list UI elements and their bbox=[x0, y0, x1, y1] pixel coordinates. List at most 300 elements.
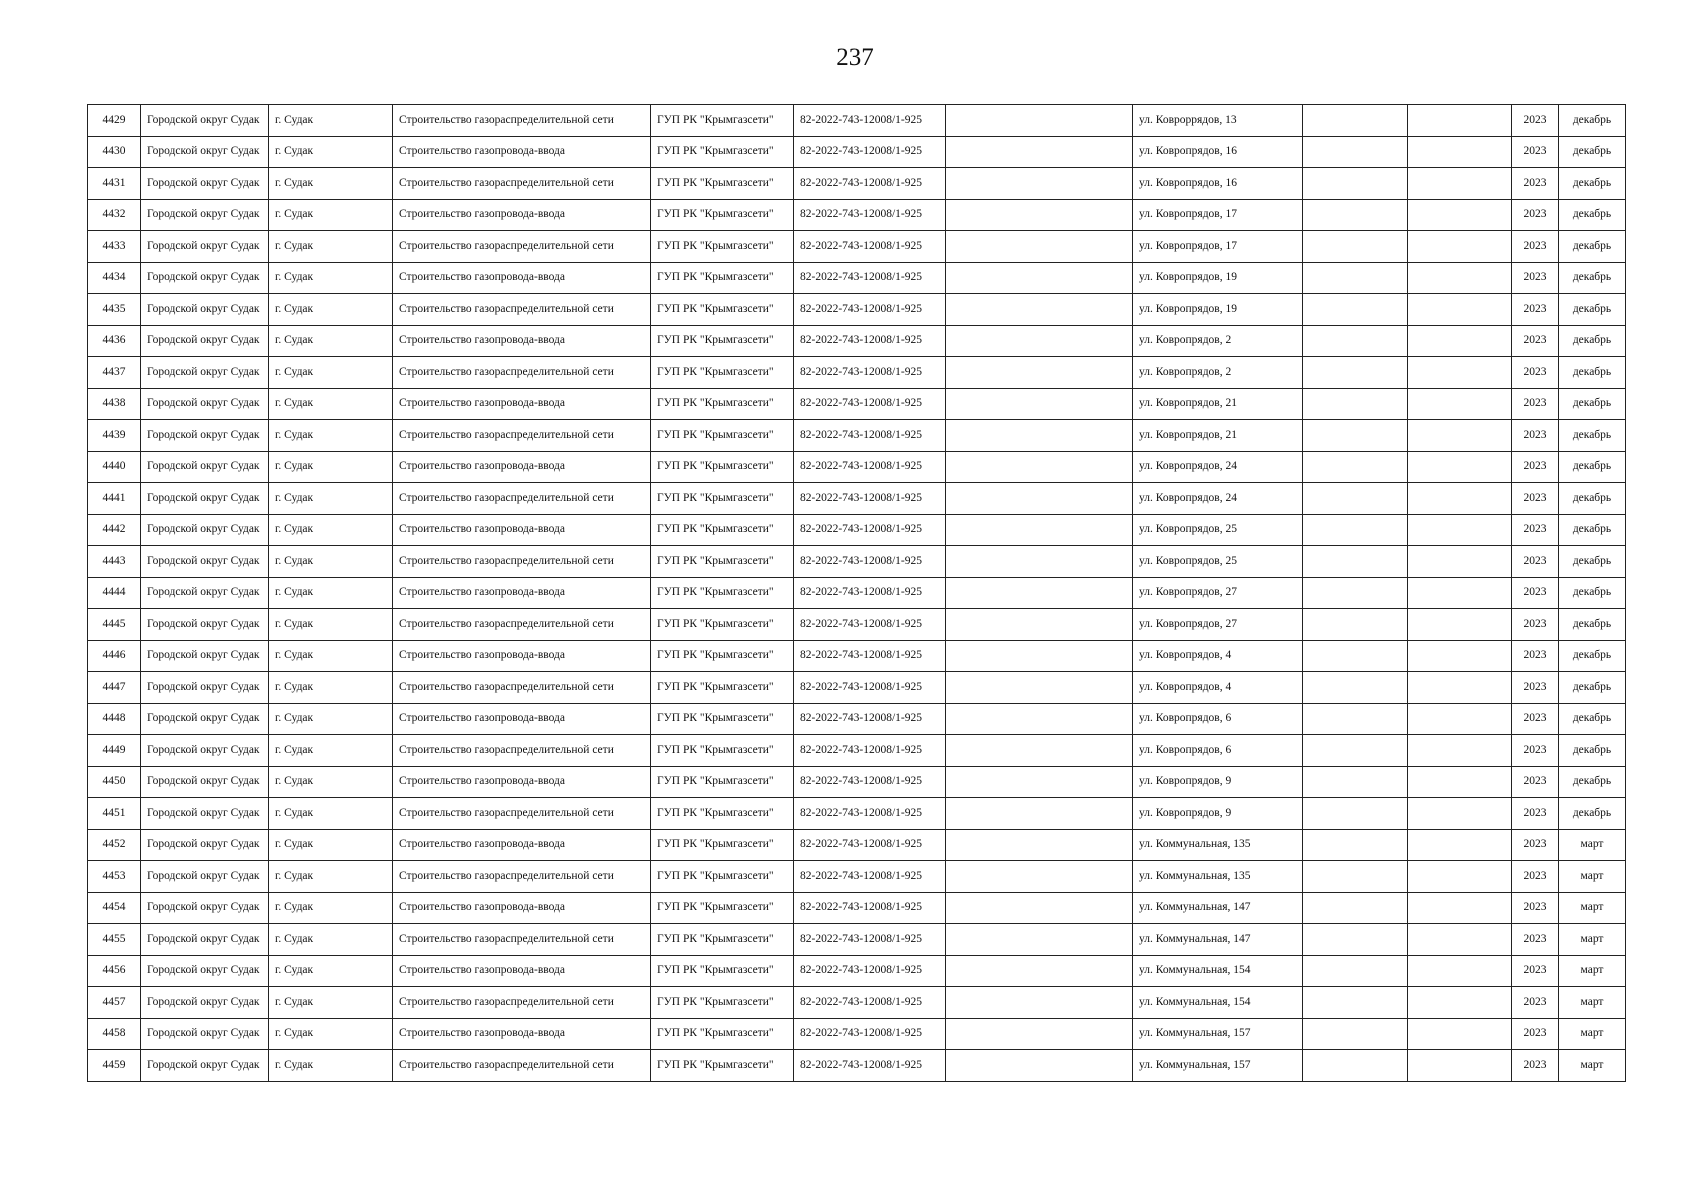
table-row bbox=[88, 483, 1626, 515]
city-cell: г. Судак bbox=[269, 640, 393, 672]
row-number: 4446 bbox=[88, 640, 141, 672]
address-cell: ул. Ковропрядов, 24 bbox=[1133, 483, 1303, 515]
row-number: 4435 bbox=[88, 294, 141, 326]
city-cell: г. Судак bbox=[269, 262, 393, 294]
work-type-cell: Строительство газопровода-ввода bbox=[393, 136, 651, 168]
organization-cell: ГУП РК "Крымгазсети" bbox=[651, 640, 794, 672]
municipality-cell: Городской округ Судак bbox=[141, 168, 269, 200]
organization-cell: ГУП РК "Крымгазсети" bbox=[651, 609, 794, 641]
document-number-cell: 82-2022-743-12008/1-925 bbox=[794, 105, 946, 137]
empty-cell bbox=[1408, 420, 1512, 452]
address-cell: ул. Коммунальная, 154 bbox=[1133, 955, 1303, 987]
document-number-cell: 82-2022-743-12008/1-925 bbox=[794, 325, 946, 357]
month-cell: декабрь bbox=[1559, 483, 1626, 515]
year-cell: 2023 bbox=[1512, 861, 1559, 893]
address-cell: ул. Коммунальная, 147 bbox=[1133, 924, 1303, 956]
month-cell: март bbox=[1559, 1050, 1626, 1082]
year-cell: 2023 bbox=[1512, 640, 1559, 672]
address-cell: ул. Ковропрядов, 2 bbox=[1133, 357, 1303, 389]
empty-cell bbox=[1408, 955, 1512, 987]
empty-cell bbox=[1303, 451, 1408, 483]
work-type-cell: Строительство газопровода-ввода bbox=[393, 451, 651, 483]
empty-cell bbox=[1303, 546, 1408, 578]
month-cell: март bbox=[1559, 829, 1626, 861]
registry-table bbox=[87, 104, 1626, 1082]
city-cell: г. Судак bbox=[269, 388, 393, 420]
table-row bbox=[88, 546, 1626, 578]
municipality-cell: Городской округ Судак bbox=[141, 325, 269, 357]
month-cell: декабрь bbox=[1559, 703, 1626, 735]
work-type-cell: Строительство газораспределительной сети bbox=[393, 609, 651, 641]
document-number-cell: 82-2022-743-12008/1-925 bbox=[794, 231, 946, 263]
work-type-cell: Строительство газораспределительной сети bbox=[393, 357, 651, 389]
work-type-cell: Строительство газопровода-ввода bbox=[393, 199, 651, 231]
municipality-cell: Городской округ Судак bbox=[141, 924, 269, 956]
document-number-cell: 82-2022-743-12008/1-925 bbox=[794, 640, 946, 672]
empty-cell bbox=[946, 640, 1133, 672]
organization-cell: ГУП РК "Крымгазсети" bbox=[651, 735, 794, 767]
municipality-cell: Городской округ Судак bbox=[141, 357, 269, 389]
year-cell: 2023 bbox=[1512, 420, 1559, 452]
row-number: 4449 bbox=[88, 735, 141, 767]
month-cell: декабрь bbox=[1559, 609, 1626, 641]
document-number-cell: 82-2022-743-12008/1-925 bbox=[794, 199, 946, 231]
year-cell: 2023 bbox=[1512, 766, 1559, 798]
month-cell: март bbox=[1559, 955, 1626, 987]
address-cell: ул. Ковропрядов, 21 bbox=[1133, 388, 1303, 420]
municipality-cell: Городской округ Судак bbox=[141, 136, 269, 168]
organization-cell: ГУП РК "Крымгазсети" bbox=[651, 955, 794, 987]
empty-cell bbox=[1408, 388, 1512, 420]
table-row bbox=[88, 420, 1626, 452]
row-number: 4456 bbox=[88, 955, 141, 987]
city-cell: г. Судак bbox=[269, 325, 393, 357]
empty-cell bbox=[1408, 483, 1512, 515]
empty-cell bbox=[1408, 357, 1512, 389]
empty-cell bbox=[1408, 703, 1512, 735]
year-cell: 2023 bbox=[1512, 955, 1559, 987]
empty-cell bbox=[946, 420, 1133, 452]
empty-cell bbox=[1303, 798, 1408, 830]
work-type-cell: Строительство газопровода-ввода bbox=[393, 892, 651, 924]
city-cell: г. Судак bbox=[269, 861, 393, 893]
document-number-cell: 82-2022-743-12008/1-925 bbox=[794, 703, 946, 735]
municipality-cell: Городской округ Судак bbox=[141, 735, 269, 767]
organization-cell: ГУП РК "Крымгазсети" bbox=[651, 924, 794, 956]
address-cell: ул. Ковропрядов, 21 bbox=[1133, 420, 1303, 452]
city-cell: г. Судак bbox=[269, 199, 393, 231]
empty-cell bbox=[1408, 294, 1512, 326]
year-cell: 2023 bbox=[1512, 546, 1559, 578]
address-cell: ул. Коврopрядов, 13 bbox=[1133, 105, 1303, 137]
empty-cell bbox=[946, 546, 1133, 578]
municipality-cell: Городской округ Судак bbox=[141, 1018, 269, 1050]
document-number-cell: 82-2022-743-12008/1-925 bbox=[794, 1018, 946, 1050]
empty-cell bbox=[1303, 735, 1408, 767]
document-number-cell: 82-2022-743-12008/1-925 bbox=[794, 798, 946, 830]
address-cell: ул. Ковропрядов, 4 bbox=[1133, 640, 1303, 672]
empty-cell bbox=[1408, 262, 1512, 294]
empty-cell bbox=[946, 231, 1133, 263]
year-cell: 2023 bbox=[1512, 294, 1559, 326]
table-row bbox=[88, 703, 1626, 735]
year-cell: 2023 bbox=[1512, 798, 1559, 830]
organization-cell: ГУП РК "Крымгазсети" bbox=[651, 766, 794, 798]
city-cell: г. Судак bbox=[269, 483, 393, 515]
municipality-cell: Городской округ Судак bbox=[141, 892, 269, 924]
work-type-cell: Строительство газопровода-ввода bbox=[393, 1018, 651, 1050]
table-row bbox=[88, 451, 1626, 483]
municipality-cell: Городской округ Судак bbox=[141, 1050, 269, 1082]
empty-cell bbox=[1303, 168, 1408, 200]
city-cell: г. Судак bbox=[269, 514, 393, 546]
row-number: 4457 bbox=[88, 987, 141, 1019]
empty-cell bbox=[1303, 766, 1408, 798]
year-cell: 2023 bbox=[1512, 924, 1559, 956]
empty-cell bbox=[1303, 955, 1408, 987]
city-cell: г. Судак bbox=[269, 105, 393, 137]
organization-cell: ГУП РК "Крымгазсети" bbox=[651, 451, 794, 483]
year-cell: 2023 bbox=[1512, 577, 1559, 609]
empty-cell bbox=[1408, 892, 1512, 924]
year-cell: 2023 bbox=[1512, 987, 1559, 1019]
empty-cell bbox=[1408, 640, 1512, 672]
organization-cell: ГУП РК "Крымгазсети" bbox=[651, 987, 794, 1019]
table-row bbox=[88, 262, 1626, 294]
empty-cell bbox=[946, 514, 1133, 546]
empty-cell bbox=[946, 1050, 1133, 1082]
municipality-cell: Городской округ Судак bbox=[141, 420, 269, 452]
address-cell: ул. Ковропрядов, 27 bbox=[1133, 609, 1303, 641]
table-row bbox=[88, 1050, 1626, 1082]
row-number: 4441 bbox=[88, 483, 141, 515]
address-cell: ул. Ковропрядов, 19 bbox=[1133, 262, 1303, 294]
row-number: 4453 bbox=[88, 861, 141, 893]
empty-cell bbox=[946, 892, 1133, 924]
empty-cell bbox=[1303, 640, 1408, 672]
month-cell: декабрь bbox=[1559, 262, 1626, 294]
row-number: 4447 bbox=[88, 672, 141, 704]
municipality-cell: Городской округ Судак bbox=[141, 987, 269, 1019]
work-type-cell: Строительство газопровода-ввода bbox=[393, 766, 651, 798]
empty-cell bbox=[1303, 829, 1408, 861]
organization-cell: ГУП РК "Крымгазсети" bbox=[651, 168, 794, 200]
month-cell: декабрь bbox=[1559, 514, 1626, 546]
empty-cell bbox=[1303, 892, 1408, 924]
document-number-cell: 82-2022-743-12008/1-925 bbox=[794, 892, 946, 924]
municipality-cell: Городской округ Судак bbox=[141, 861, 269, 893]
row-number: 4458 bbox=[88, 1018, 141, 1050]
municipality-cell: Городской округ Судак bbox=[141, 829, 269, 861]
row-number: 4436 bbox=[88, 325, 141, 357]
row-number: 4442 bbox=[88, 514, 141, 546]
organization-cell: ГУП РК "Крымгазсети" bbox=[651, 798, 794, 830]
year-cell: 2023 bbox=[1512, 451, 1559, 483]
work-type-cell: Строительство газопровода-ввода bbox=[393, 829, 651, 861]
month-cell: декабрь bbox=[1559, 231, 1626, 263]
organization-cell: ГУП РК "Крымгазсети" bbox=[651, 357, 794, 389]
work-type-cell: Строительство газораспределительной сети bbox=[393, 672, 651, 704]
year-cell: 2023 bbox=[1512, 1050, 1559, 1082]
row-number: 4450 bbox=[88, 766, 141, 798]
empty-cell bbox=[1303, 609, 1408, 641]
empty-cell bbox=[1303, 136, 1408, 168]
table-row bbox=[88, 735, 1626, 767]
organization-cell: ГУП РК "Крымгазсети" bbox=[651, 672, 794, 704]
empty-cell bbox=[1303, 231, 1408, 263]
address-cell: ул. Ковропрядов, 25 bbox=[1133, 514, 1303, 546]
city-cell: г. Судак bbox=[269, 766, 393, 798]
empty-cell bbox=[1408, 735, 1512, 767]
empty-cell bbox=[946, 703, 1133, 735]
empty-cell bbox=[1303, 577, 1408, 609]
work-type-cell: Строительство газораспределительной сети bbox=[393, 168, 651, 200]
document-number-cell: 82-2022-743-12008/1-925 bbox=[794, 357, 946, 389]
municipality-cell: Городской округ Судак bbox=[141, 483, 269, 515]
table-row bbox=[88, 357, 1626, 389]
year-cell: 2023 bbox=[1512, 829, 1559, 861]
table-row bbox=[88, 105, 1626, 137]
year-cell: 2023 bbox=[1512, 231, 1559, 263]
address-cell: ул. Ковропрядов, 16 bbox=[1133, 136, 1303, 168]
month-cell: декабрь bbox=[1559, 294, 1626, 326]
empty-cell bbox=[946, 1018, 1133, 1050]
table-row bbox=[88, 987, 1626, 1019]
table-row bbox=[88, 861, 1626, 893]
city-cell: г. Судак bbox=[269, 546, 393, 578]
document-number-cell: 82-2022-743-12008/1-925 bbox=[794, 861, 946, 893]
year-cell: 2023 bbox=[1512, 388, 1559, 420]
month-cell: март bbox=[1559, 1018, 1626, 1050]
month-cell: декабрь bbox=[1559, 199, 1626, 231]
city-cell: г. Судак bbox=[269, 294, 393, 326]
empty-cell bbox=[1408, 136, 1512, 168]
empty-cell bbox=[946, 955, 1133, 987]
row-number: 4444 bbox=[88, 577, 141, 609]
work-type-cell: Строительство газопровода-ввода bbox=[393, 955, 651, 987]
row-number: 4440 bbox=[88, 451, 141, 483]
city-cell: г. Судак bbox=[269, 136, 393, 168]
month-cell: декабрь bbox=[1559, 388, 1626, 420]
empty-cell bbox=[946, 577, 1133, 609]
city-cell: г. Судак bbox=[269, 609, 393, 641]
work-type-cell: Строительство газопровода-ввода bbox=[393, 514, 651, 546]
empty-cell bbox=[946, 987, 1133, 1019]
organization-cell: ГУП РК "Крымгазсети" bbox=[651, 703, 794, 735]
municipality-cell: Городской округ Судак bbox=[141, 577, 269, 609]
document-number-cell: 82-2022-743-12008/1-925 bbox=[794, 420, 946, 452]
address-cell: ул. Ковропрядов, 9 bbox=[1133, 798, 1303, 830]
table-row bbox=[88, 955, 1626, 987]
table-row bbox=[88, 829, 1626, 861]
empty-cell bbox=[946, 262, 1133, 294]
empty-cell bbox=[946, 168, 1133, 200]
month-cell: декабрь bbox=[1559, 105, 1626, 137]
year-cell: 2023 bbox=[1512, 672, 1559, 704]
empty-cell bbox=[1303, 105, 1408, 137]
month-cell: март bbox=[1559, 924, 1626, 956]
row-number: 4452 bbox=[88, 829, 141, 861]
work-type-cell: Строительство газораспределительной сети bbox=[393, 924, 651, 956]
row-number: 4437 bbox=[88, 357, 141, 389]
organization-cell: ГУП РК "Крымгазсети" bbox=[651, 388, 794, 420]
empty-cell bbox=[1303, 262, 1408, 294]
organization-cell: ГУП РК "Крымгазсети" bbox=[651, 1050, 794, 1082]
document-number-cell: 82-2022-743-12008/1-925 bbox=[794, 514, 946, 546]
empty-cell bbox=[1408, 766, 1512, 798]
document-number-cell: 82-2022-743-12008/1-925 bbox=[794, 955, 946, 987]
empty-cell bbox=[1408, 105, 1512, 137]
year-cell: 2023 bbox=[1512, 199, 1559, 231]
address-cell: ул. Коммунальная, 154 bbox=[1133, 987, 1303, 1019]
empty-cell bbox=[946, 105, 1133, 137]
city-cell: г. Судак bbox=[269, 451, 393, 483]
empty-cell bbox=[1303, 1018, 1408, 1050]
document-number-cell: 82-2022-743-12008/1-925 bbox=[794, 672, 946, 704]
year-cell: 2023 bbox=[1512, 483, 1559, 515]
row-number: 4454 bbox=[88, 892, 141, 924]
work-type-cell: Строительство газораспределительной сети bbox=[393, 546, 651, 578]
document-number-cell: 82-2022-743-12008/1-925 bbox=[794, 609, 946, 641]
empty-cell bbox=[1408, 577, 1512, 609]
table-row bbox=[88, 199, 1626, 231]
organization-cell: ГУП РК "Крымгазсети" bbox=[651, 514, 794, 546]
organization-cell: ГУП РК "Крымгазсети" bbox=[651, 483, 794, 515]
work-type-cell: Строительство газораспределительной сети bbox=[393, 294, 651, 326]
table-row bbox=[88, 136, 1626, 168]
table-row bbox=[88, 640, 1626, 672]
organization-cell: ГУП РК "Крымгазсети" bbox=[651, 829, 794, 861]
month-cell: декабрь bbox=[1559, 798, 1626, 830]
document-number-cell: 82-2022-743-12008/1-925 bbox=[794, 735, 946, 767]
registry-body bbox=[88, 105, 1626, 1082]
organization-cell: ГУП РК "Крымгазсети" bbox=[651, 861, 794, 893]
organization-cell: ГУП РК "Крымгазсети" bbox=[651, 1018, 794, 1050]
municipality-cell: Городской округ Судак bbox=[141, 955, 269, 987]
table-row bbox=[88, 168, 1626, 200]
empty-cell bbox=[1303, 861, 1408, 893]
empty-cell bbox=[946, 829, 1133, 861]
row-number: 4438 bbox=[88, 388, 141, 420]
month-cell: декабрь bbox=[1559, 546, 1626, 578]
organization-cell: ГУП РК "Крымгазсети" bbox=[651, 546, 794, 578]
work-type-cell: Строительство газораспределительной сети bbox=[393, 798, 651, 830]
empty-cell bbox=[1408, 861, 1512, 893]
table-row bbox=[88, 325, 1626, 357]
year-cell: 2023 bbox=[1512, 357, 1559, 389]
document-number-cell: 82-2022-743-12008/1-925 bbox=[794, 294, 946, 326]
month-cell: декабрь bbox=[1559, 420, 1626, 452]
empty-cell bbox=[946, 483, 1133, 515]
city-cell: г. Судак bbox=[269, 829, 393, 861]
page-number: 237 bbox=[836, 44, 874, 71]
row-number: 4439 bbox=[88, 420, 141, 452]
municipality-cell: Городской округ Судак bbox=[141, 231, 269, 263]
year-cell: 2023 bbox=[1512, 703, 1559, 735]
row-number: 4430 bbox=[88, 136, 141, 168]
year-cell: 2023 bbox=[1512, 325, 1559, 357]
document-number-cell: 82-2022-743-12008/1-925 bbox=[794, 829, 946, 861]
work-type-cell: Строительство газопровода-ввода bbox=[393, 262, 651, 294]
municipality-cell: Городской округ Судак bbox=[141, 105, 269, 137]
row-number: 4445 bbox=[88, 609, 141, 641]
document-number-cell: 82-2022-743-12008/1-925 bbox=[794, 483, 946, 515]
empty-cell bbox=[1303, 703, 1408, 735]
table-row bbox=[88, 924, 1626, 956]
work-type-cell: Строительство газораспределительной сети bbox=[393, 231, 651, 263]
empty-cell bbox=[946, 325, 1133, 357]
address-cell: ул. Ковропрядов, 6 bbox=[1133, 735, 1303, 767]
empty-cell bbox=[946, 136, 1133, 168]
year-cell: 2023 bbox=[1512, 892, 1559, 924]
table-row bbox=[88, 231, 1626, 263]
year-cell: 2023 bbox=[1512, 514, 1559, 546]
table-row bbox=[88, 892, 1626, 924]
empty-cell bbox=[1303, 420, 1408, 452]
address-cell: ул. Коммунальная, 157 bbox=[1133, 1050, 1303, 1082]
address-cell: ул. Ковропрядов, 17 bbox=[1133, 231, 1303, 263]
month-cell: декабрь bbox=[1559, 640, 1626, 672]
city-cell: г. Судак bbox=[269, 672, 393, 704]
empty-cell bbox=[946, 861, 1133, 893]
empty-cell bbox=[1303, 199, 1408, 231]
address-cell: ул. Ковропрядов, 27 bbox=[1133, 577, 1303, 609]
address-cell: ул. Коммунальная, 135 bbox=[1133, 861, 1303, 893]
month-cell: декабрь bbox=[1559, 451, 1626, 483]
municipality-cell: Городской округ Судак bbox=[141, 672, 269, 704]
municipality-cell: Городской округ Судак bbox=[141, 609, 269, 641]
empty-cell bbox=[1408, 168, 1512, 200]
municipality-cell: Городской округ Судак bbox=[141, 514, 269, 546]
work-type-cell: Строительство газораспределительной сети bbox=[393, 1050, 651, 1082]
work-type-cell: Строительство газопровода-ввода bbox=[393, 388, 651, 420]
work-type-cell: Строительство газораспределительной сети bbox=[393, 987, 651, 1019]
address-cell: ул. Ковропрядов, 6 bbox=[1133, 703, 1303, 735]
empty-cell bbox=[946, 672, 1133, 704]
empty-cell bbox=[946, 451, 1133, 483]
city-cell: г. Судак bbox=[269, 168, 393, 200]
organization-cell: ГУП РК "Крымгазсети" bbox=[651, 231, 794, 263]
empty-cell bbox=[1408, 1050, 1512, 1082]
work-type-cell: Строительство газораспределительной сети bbox=[393, 105, 651, 137]
municipality-cell: Городской округ Судак bbox=[141, 546, 269, 578]
month-cell: декабрь bbox=[1559, 168, 1626, 200]
row-number: 4432 bbox=[88, 199, 141, 231]
row-number: 4459 bbox=[88, 1050, 141, 1082]
municipality-cell: Городской округ Судак bbox=[141, 294, 269, 326]
address-cell: ул. Ковропрядов, 19 bbox=[1133, 294, 1303, 326]
empty-cell bbox=[1303, 388, 1408, 420]
year-cell: 2023 bbox=[1512, 262, 1559, 294]
month-cell: декабрь bbox=[1559, 577, 1626, 609]
work-type-cell: Строительство газораспределительной сети bbox=[393, 735, 651, 767]
document-number-cell: 82-2022-743-12008/1-925 bbox=[794, 546, 946, 578]
month-cell: март bbox=[1559, 861, 1626, 893]
work-type-cell: Строительство газопровода-ввода bbox=[393, 703, 651, 735]
address-cell: ул. Ковропрядов, 25 bbox=[1133, 546, 1303, 578]
municipality-cell: Городской округ Судак bbox=[141, 766, 269, 798]
city-cell: г. Судак bbox=[269, 798, 393, 830]
organization-cell: ГУП РК "Крымгазсети" bbox=[651, 262, 794, 294]
empty-cell bbox=[1303, 1050, 1408, 1082]
municipality-cell: Городской округ Судак bbox=[141, 262, 269, 294]
table-row bbox=[88, 388, 1626, 420]
empty-cell bbox=[1408, 546, 1512, 578]
organization-cell: ГУП РК "Крымгазсети" bbox=[651, 199, 794, 231]
address-cell: ул. Коммунальная, 147 bbox=[1133, 892, 1303, 924]
organization-cell: ГУП РК "Крымгазсети" bbox=[651, 105, 794, 137]
organization-cell: ГУП РК "Крымгазсети" bbox=[651, 294, 794, 326]
